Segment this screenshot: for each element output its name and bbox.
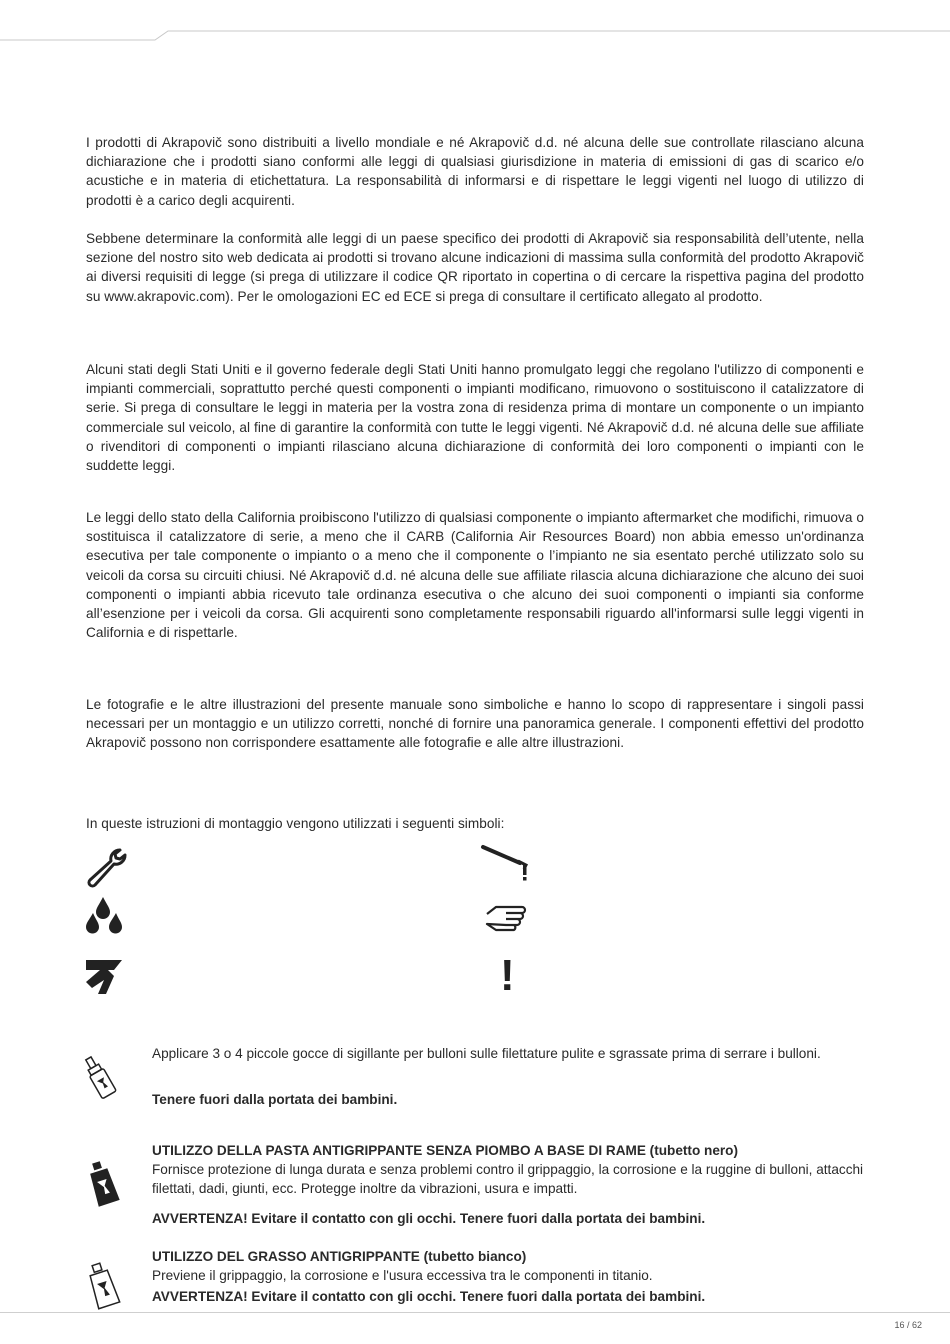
paragraph-california [86,508,864,642]
paragraph-text: I prodotti di Akrapovič sono distribuiti a livello mondiale e né Akrapovič d.d. né alcuna delle sue controllate rilasciano alcuna dichiarazione che i prodotti siano conformi alle leggi di qualsiasi giurisdizione in materia di emissioni di gas di scarico e/o acustiche e in materia di etichettatura. La responsabilità di informarsi e di rispettare le leggi vigenti nel luogo di utilizzo di prodotti è a carico degli acquirenti. [86,135,864,208]
akrapovic-logo-icon [84,956,124,996]
paragraph-text: Le fotografie e le altre illustrazioni del presente manuale sono simboliche e hanno lo scopo di rappresentare i singoli passi necessari per un montaggio e un utilizzo corretti, nonché di fornire una panoramica generale. I componenti effettivi del prodotto Akrapovič possono non corrispondere esattamente alle fotografie e alle altre illustrazioni. [86,697,864,751]
drops-icon [84,895,128,937]
torque-wrench-icon [480,843,530,883]
paragraph-text: In queste istruzioni di montaggio vengono utilizzati i seguenti simboli: [86,816,505,831]
paragraph-illustrations [86,695,864,753]
grease-title: UTILIZZO DEL GRASSO ANTIGRIPPANTE (tubetto bianco) [152,1249,527,1264]
paragraph-distribution [86,133,864,210]
paragraph-symbols-intro [86,814,864,833]
copper-paste-warning: AVVERTENZA! Evitare il contatto con gli occhi. Tenere fuori dalla portata dei bambini. [152,1210,706,1226]
paragraph-conformity [86,229,864,306]
paragraph-text: Le leggi dello stato della California proibiscono l'utilizzo di qualsiasi componente o impianto aftermarket che modifichi, rimuova o sostituisca il catalizzatore di serie, a meno che il CARB (California Air Resources Board) non abbia emesso un'ordinanza esecutiva per tale componente o impianto o a meno che il componente o l’impianto ne sia esentato perché utilizzato solo su veicoli da corsa su circuiti chiusi. Né Akrapovič d.d. né alcuna delle sue affiliate rilascia alcuna dichiarazione che alcuno dei suoi componenti o impianti abbia ricevuto tale ordinanza esecutiva o che alcuno dei suoi componenti o impianti sia conforme all’esenzione per i veicoli da corsa. Gli acquirenti sono completamente responsabili riguardo all'informarsi sulle leggi vigenti in California e di rispettarle. [86,510,864,641]
paragraph-us-laws [86,360,864,475]
copper-paste-text: Fornisce protezione di lunga durata e senza problemi contro il grippaggio, la corrosione e la ruggine di bulloni, attacchi filettati, dadi, giunti, ecc. Protegge inoltre da vibrazioni, usura e impatti. [152,1162,864,1197]
paragraph-text: Sebbene determinare la conformità alle leggi di un paese specifico dei prodotti di Akrapovič sia responsabilità dell’utente, nella sezione del nostro sito web dedicata ai prodotti si trovano alcune indicazioni di massima sulla conformità del prodotto Akrapovič ai diversi requisiti di legge (si prega di utilizzare il codice QR riportato in copertina o di cercare la rispettiva pagina del prodotto su www.akrapovic.com). Per le omologazioni EC ed ECE si prega di consultare il certificato allegato al prodotto. [86,231,864,304]
black-tube-icon [84,1160,124,1208]
pointing-hand-icon [484,902,530,932]
wrench-icon [84,846,128,890]
header-line [0,0,950,45]
sealant-warning: Tenere fuori dalla portata dei bambini. [152,1092,398,1108]
grease-section [152,1247,865,1307]
sealant-text: Applicare 3 o 4 piccole gocce di sigillante per bulloni sulle filettature pulite e sgrassate prima di serrare i bulloni. [152,1046,821,1061]
copper-paste-title: UTILIZZO DELLA PASTA ANTIGRIPPANTE SENZA PIOMBO A BASE DI RAME (tubetto nero) [152,1143,739,1158]
paragraph-text: Alcuni stati degli Stati Uniti e il governo federale degli Stati Uniti hanno promulgato leggi che regolano l'utilizzo di componenti e impianti commerciali, soprattutto perché questi componenti o impianti modificano, rimuovono o sostituiscono il catalizzatore di serie. Si prega di consultare le leggi in materia per la vostra zona di residenza prima di montare un componente o un impianto commerciale sul veicolo, al fine di garantire la conformità con tutte le leggi vigenti. Né Akrapovič d.d. né alcuna delle sue affiliate o rivenditori di componenti o impianti rilasciano alcuna dichiarazione di conformità dei loro componenti o impianti con le suddette leggi. [86,362,864,474]
footer-line [0,1312,950,1313]
page-number: 16 / 62 [894,1320,922,1330]
sealant-bottle-icon [82,1052,122,1100]
sealant-section [152,1044,865,1109]
grease-text: Previene il grippaggio, la corrosione e l'usura eccessiva tra le componenti in titanio. [152,1268,653,1284]
white-tube-icon [84,1262,124,1310]
grease-warning: AVVERTENZA! Evitare il contatto con gli occhi. Tenere fuori dalla portata dei bambini. [152,1289,706,1305]
exclamation-icon: ! [500,951,515,1000]
copper-paste-section [152,1141,865,1228]
